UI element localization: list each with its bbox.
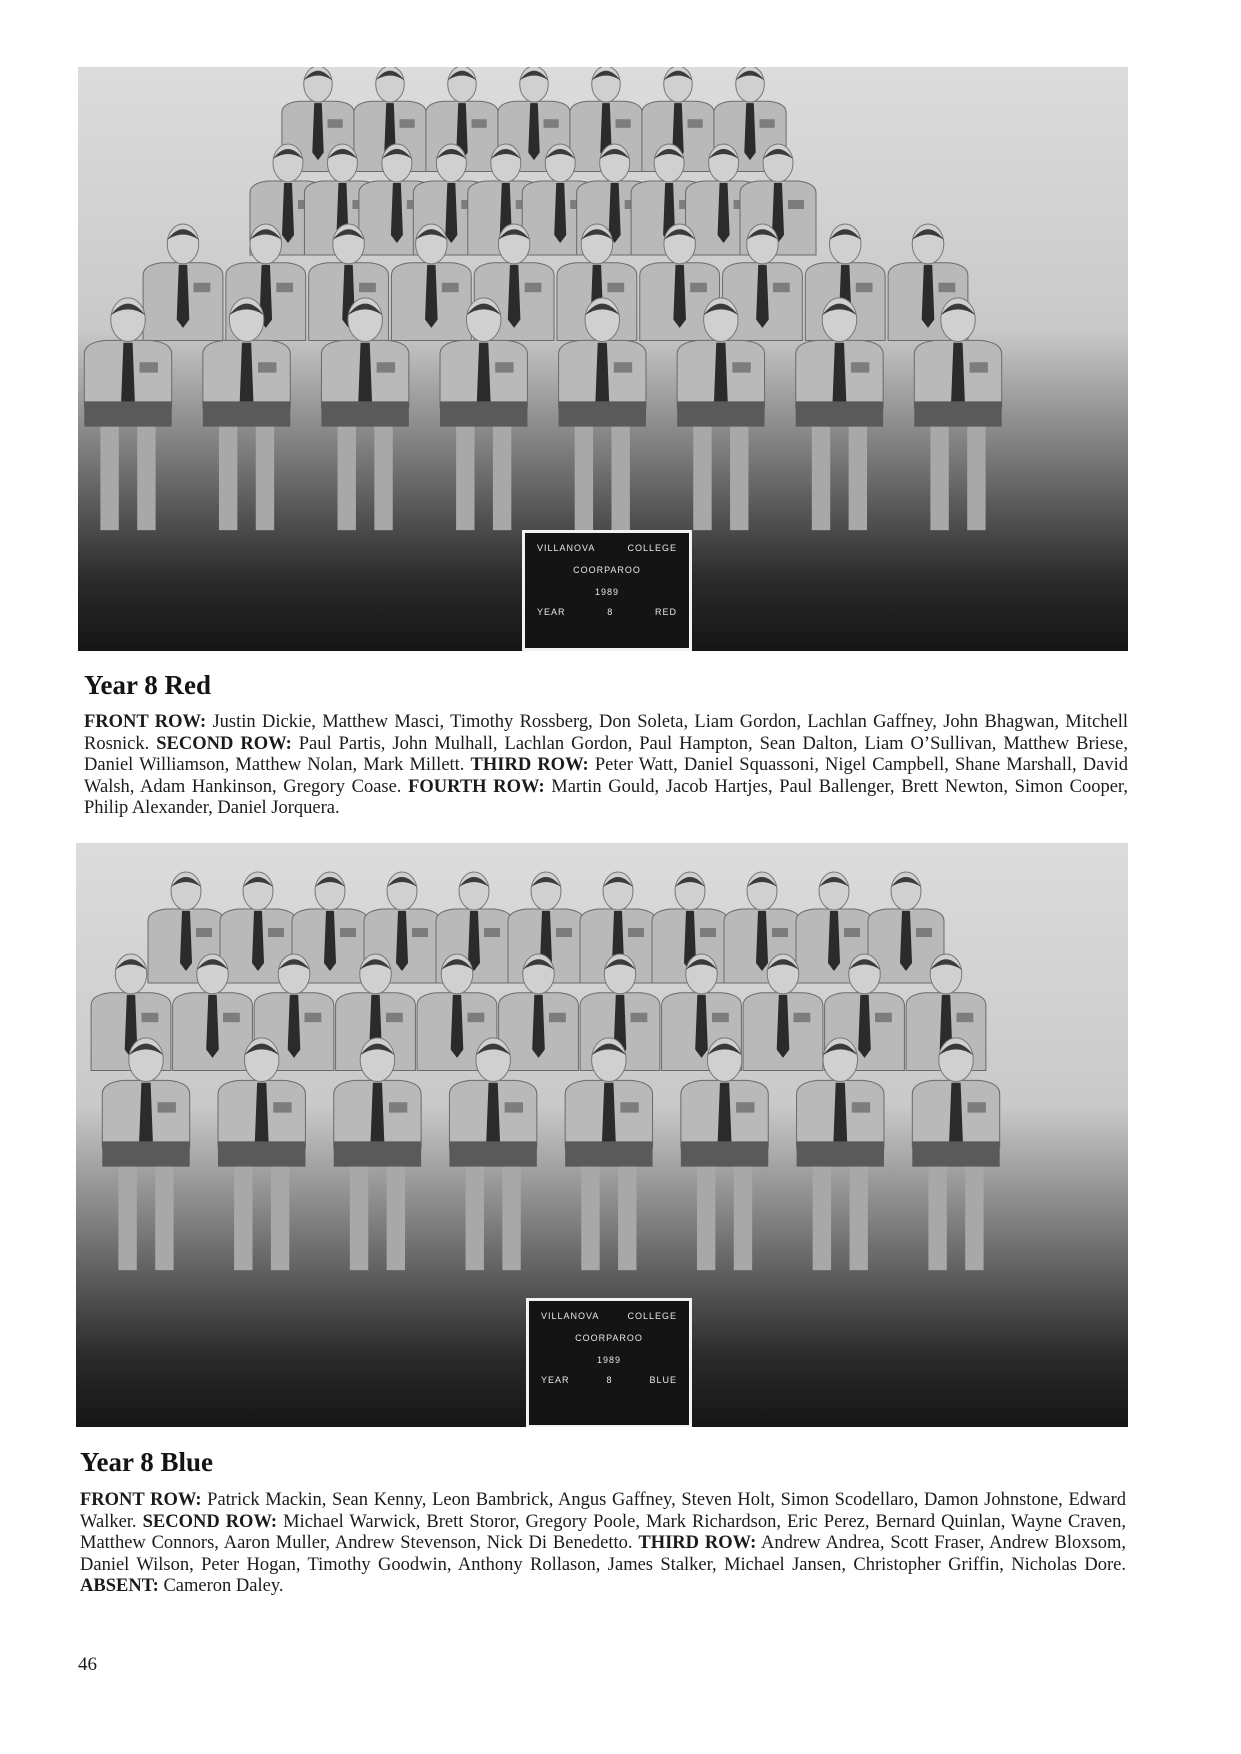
student-figure	[334, 1038, 421, 1270]
page-number: 46	[78, 1654, 97, 1675]
caption-year-8-red	[84, 712, 1128, 820]
student-figure	[102, 1038, 189, 1270]
board-college: COLLEGE	[627, 543, 677, 553]
section-title-year-8-red: Year 8 Red	[84, 670, 211, 700]
section-title-year-8-blue: Year 8 Blue	[80, 1447, 213, 1477]
board-school: VILLANOVA	[541, 1311, 600, 1321]
row-names: Patrick Mackin, Sean Kenny, Leon Bambrick, Angus Gaffney, Steven Holt, Simon Scodellaro, Damon Johnstone, Edward Walker.	[80, 1490, 1126, 1532]
board-class-num: 8	[606, 1375, 613, 1385]
row-label: FRONT ROW:	[84, 712, 207, 732]
student-figure	[912, 1038, 999, 1270]
row-names: Andrew Andrea, Scott Fraser, Andrew Bloxsom, Daniel Wilson, Peter Hogan, Timothy Goodwin, Anthony Rollason, James Stalker, Michael Jansen, Christopher Griffin, Nicholas Dore.	[80, 1533, 1127, 1575]
student-figure	[681, 1038, 768, 1270]
board-college: COLLEGE	[627, 1311, 677, 1321]
board-class-num: 8	[607, 607, 614, 617]
board-class-year: YEAR	[537, 607, 566, 617]
board-year: 1989	[594, 587, 620, 597]
row-label: ABSENT:	[80, 1576, 159, 1596]
row-names: Justin Dickie, Matthew Masci, Timothy Rossberg, Don Soleta, Liam Gordon, Lachlan Gaffney, John Bhagwan, Mitchell Rosnick.	[84, 712, 1128, 754]
board-class-colour: BLUE	[649, 1375, 677, 1385]
student-figure	[218, 1038, 305, 1270]
row-label: FOURTH ROW:	[408, 776, 545, 797]
student-figure	[143, 224, 223, 341]
row-label: THIRD ROW:	[470, 755, 589, 775]
caption-year-8-blue	[80, 1490, 1126, 1598]
row-label: SECOND ROW:	[156, 733, 292, 754]
row-names: Cameron Daley.	[158, 1576, 284, 1596]
row-label: FRONT ROW:	[80, 1490, 202, 1510]
student-figure	[449, 1038, 536, 1270]
board-class-year: YEAR	[541, 1375, 570, 1385]
name-board-red	[522, 530, 692, 651]
row-names: Martin Gould, Jacob Hartjes, Paul Ballenger, Brett Newton, Simon Cooper, Philip Alexander, Daniel Jorquera.	[84, 776, 1128, 818]
board-class-colour: RED	[654, 607, 677, 617]
name-board-blue	[526, 1298, 692, 1427]
student-figure	[797, 1038, 884, 1270]
board-suburb: COORPAROO	[573, 565, 641, 575]
row-names: Michael Warwick, Brett Storor, Gregory Poole, Mark Richardson, Eric Perez, Bernard Quinlan, Wayne Craven, Matthew Connors, Aaron Muller, Andrew Stevenson, Nick Di Benedetto.	[80, 1511, 1126, 1553]
student-figure	[565, 1038, 652, 1270]
board-school: VILLANOVA	[537, 543, 596, 553]
row-label: SECOND ROW:	[142, 1511, 278, 1532]
board-suburb: COORPAROO	[575, 1333, 643, 1343]
row-names: Paul Partis, John Mulhall, Lachlan Gordon, Paul Hampton, Sean Dalton, Liam O’Sullivan, Matthew Briese, Daniel Williamson, Matthew Nolan, Mark Millett.	[84, 733, 1128, 775]
row-label: THIRD ROW:	[638, 1533, 757, 1553]
row-names: Peter Watt, Daniel Squassoni, Nigel Campbell, Shane Marshall, David Walsh, Adam Hankinson, Gregory Coase.	[84, 755, 1128, 797]
class-photo-year-8-blue	[76, 843, 1128, 1427]
board-year: 1989	[596, 1355, 622, 1365]
class-photo-year-8-red	[78, 67, 1128, 651]
